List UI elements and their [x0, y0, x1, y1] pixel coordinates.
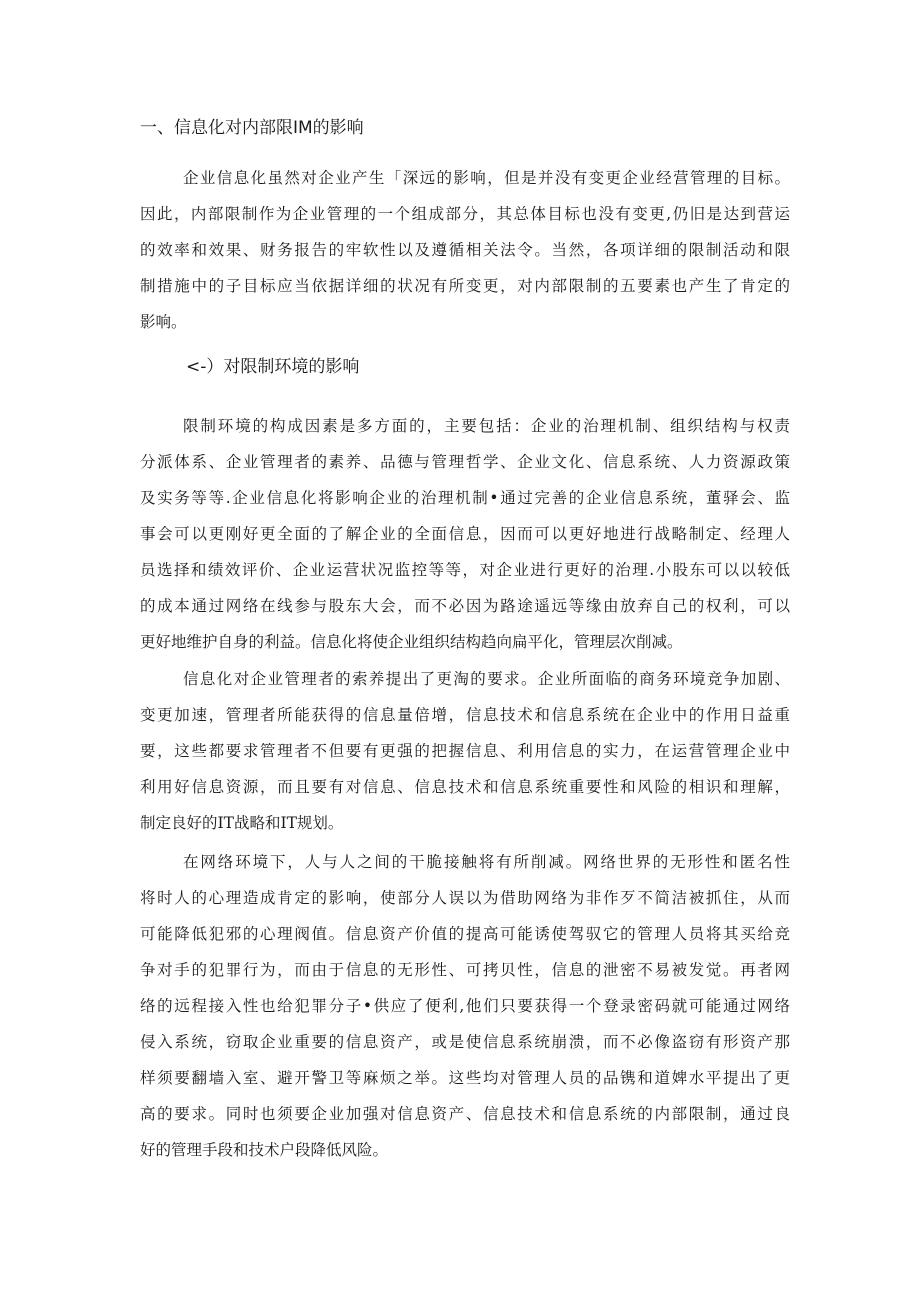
paragraph-line: 侵入系统，窃取企业重要的信息资产，或是使信息系统崩溃，而不必像盗窃有形资产那 [140, 1033, 790, 1051]
paragraph-line: 事会可以更刚好更全面的了解企业的全面信息，因而可以更好地进行战略制定、经理人 [140, 525, 790, 543]
paragraph-line: 将时人的心理造成肯定的影响，使部分人误以为借助网络为非作歹不简洁被抓住，从而 [140, 889, 790, 907]
paragraph-line: 的效率和效果、财务报告的牢软性以及遵循相关法令。当然，各项详细的限制活动和限 [140, 241, 790, 259]
paragraph-line: 及实务等等.企业信息化将影响企业的治理机制•通过完善的企业信息系统，董驿会、监 [140, 489, 790, 507]
paragraph-line: 员选择和绩效评价、企业运营状况监控等等，对企业进行更好的治理.小股东可以以较低 [140, 561, 790, 579]
paragraph-line: 好的管理手段和技术户段降低风险。 [140, 1141, 389, 1159]
paragraph-line: 分派体系、企业管理者的素养、品德与管理哲学、企业文化、信息系统、人力资源政策 [140, 453, 790, 471]
paragraph-line: 要，这些都要求管理者不但要有更强的把握信息、利用信息的实力，在运营管理企业中 [140, 742, 790, 760]
paragraph-line: 的成本通过网络在线参与股东大会，而不必因为路途遥远等缘由放弃自己的权利，可以 [140, 597, 790, 615]
paragraph-line: 制定良好的IT战略和IT规划。 [140, 814, 344, 832]
paragraph-line: 样须要翻墙入室、避开警卫等麻烦之举。这些均对管理人员的品镌和道婢水平提出了更 [140, 1069, 790, 1087]
paragraph-line: 企业信息化虽然对企业产生「深远的影响，但是并没有变更企业经营管理的目标。 [183, 169, 790, 187]
paragraph-4 [140, 844, 790, 1168]
paragraph-2 [140, 408, 790, 660]
paragraph-line: 更好地维护自身的利益。信息化将使企业组织结构趋向扁平化，管理层次削减。 [140, 633, 683, 651]
paragraph-line: 利用好信息资源，而且要有对信息、信息技术和信息系统重要性和风险的相识和理解， [140, 778, 790, 796]
paragraph-line: 限制环境的构成因素是多方面的，主要包括：企业的治理机制、组织结构与权责 [183, 417, 790, 435]
subsection-heading: <-）对限制环境的影响 [186, 357, 360, 377]
paragraph-line: 高的要求。同时也须要企业加强对信息资产、信息技术和信息系统的内部限制，通过良 [140, 1105, 790, 1123]
paragraph-3 [140, 661, 790, 841]
paragraph-line: 在网络环境下，人与人之间的干脆接触将有所削减。网络世界的无形性和匿名性 [183, 853, 790, 871]
paragraph-line: 影响。 [140, 313, 187, 331]
paragraph-line: 争对手的犯罪行为，而由于信息的无形性、可拷贝性，信息的泄密不易被发觉。再者网 [140, 961, 790, 979]
paragraph-line: 信息化对企业管理者的索养提出了更淘的要求。企业所面临的商务环境竞争加剧、 [183, 670, 790, 688]
paragraph-line: 可能降低犯邪的心理阀值。信息资产价值的提高可能诱使驾驭它的管理人员将其买给竞 [140, 925, 790, 943]
section-heading: 一、信息化对内部限IM的影响 [140, 118, 364, 138]
paragraph-1 [140, 160, 790, 340]
paragraph-line: 制措施中的子目标应当依据详细的状况有所变更，对内部限制的五要素也产生了肯定的 [140, 277, 790, 295]
paragraph-line: 因此，内部限制作为企业管理的一个组成部分，其总体目标也没有变更,仍旧是达到营运 [140, 205, 790, 223]
paragraph-line: 络的远程接入性也给犯罪分子•供应了便利,他们只要获得一个登录密码就可能通过网络 [140, 997, 790, 1015]
paragraph-line: 变更加速，管理者所能获得的信息量倍增，信息技术和信息系统在企业中的作用日益重 [140, 706, 790, 724]
